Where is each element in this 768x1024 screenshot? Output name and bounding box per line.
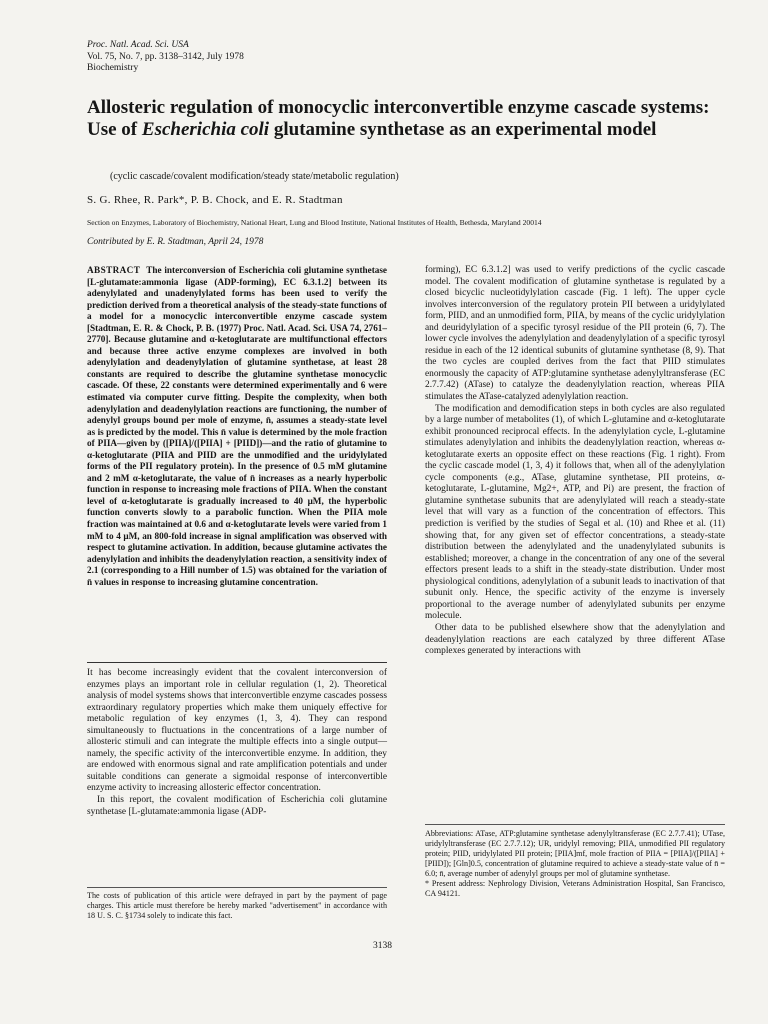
contributed-by: Contributed by E. R. Stadtman, April 24, 1978: [87, 237, 264, 247]
intro-paragraph-2: In this report, the covalent modification of Escherichia coli glutamine synthetase [L-glutamate:ammonia ligase (ADP-: [87, 795, 387, 817]
journal-volume: Vol. 75, No. 7, pp. 3138–3142, July 1978: [87, 51, 244, 62]
abstract-text: The interconversion of Escherichia coli glutamine synthetase [L-glutamate:ammonia ligase (ADP-forming), EC 6.3.1.2] between its adenylylated and unadenylylated forms has been used to verify the prediction derived from a theoretical analysis of the steady-state functions of a model for a monocyclic interconvertible enzyme cascade system [Stadtman, E. R. & Chock, P. B. (1977) Proc. Natl. Acad. Sci. USA 74, 2761–2770]. Because glutamine and α-ketoglutarate are multifunctional effectors and because three active enzyme complexes are involved in both adenylylation and deadenylylation of glutamine synthetase, at least 28 constants are required to describe the glutamine synthetase monocyclic cascade. Of these, 22 constants were determined experimentally and 6 were estimated via computer curve fitting. Despite the complexity, when both adenylylation and deadenylylation reactions are functioning, the number of adenylyl groups bound per mole of enzyme, n̄, assumes a steady-state level as is predicted by the model. This n̄ value is determined by the mole fraction of PIIA—given by ([PIIA]/([PIIA] + [PIID])—and the ratio of glutamine to α-ketoglutarate (PIIA and PIID are the unmodified and the uridylylated forms of the PII regulatory protein). In the presence of 0.5 mM glutamine and 2 mM α-ketoglutarate, the value of n̄ increases as a nearly hyperbolic function in response to increasing mole fractions of PIIA. When the constant level of α-ketoglutarate is gradually increased to 40 μM, the hyperbolic function converts slowly to a parabolic function. When the PIIA mole fraction was maintained at 0.6 and α-ketoglutarate levels were varied from 1 mM to 4 μM, an 800-fold increase in signal amplification was observed with respect to glutamine activation. In addition, because glutamine activates the adenylylation and inhibits the deadenylylation reaction, a sensitivity index of 2.1 (corresponding to a Hill number of 1.5) was obtained for the variation of n̄ values in response to increasing glutamine concentration.: [87, 265, 387, 587]
title-part-1: Allosteric regulation of monocyclic interconvertible enzyme cascade systems: Use of: [87, 97, 710, 140]
paper-title: [87, 97, 727, 141]
publication-cost-note: The costs of publication of this article were defrayed in part by the payment of page charges. This article must therefore be hereby marked "advertisement" in accordance with 18 U. S. C. §1734 solely to indicate this fact.: [87, 891, 387, 920]
footnote-divider-right: [425, 824, 725, 825]
right-paragraph-1: forming), EC 6.3.1.2] was used to verify predictions of the cyclic cascade model. The covalent modification of glutamine synthetase is regulated by a closed bicyclic nucleotidylylation cascade (Fig. 1 left). The upper cycle involves interconversion of the regulatory protein PII between a uridylylated form, PIID, and an unmodified form, PIIA, by means of the cyclic uridylylation and deuridylylation of a specific tyrosyl residue of the PII protein (6, 7). The lower cycle involves the adenylylation and deadenylylation of a specific tyrosyl residue in each of the 12 identical subunits of glutamine synthetase (8, 9). That the two cycles are coupled derives from the fact that PIID stimulates enormously the capacity of ATP:glutamine synthetase adenylyltransferase (EC 2.7.7.42) (ATase) to catalyze the deadenylylation reaction, whereas PIIA stimulates the ATase-catalyzed adenylylation reaction.: [425, 265, 725, 403]
title-italic-organism: Escherichia coli: [141, 119, 270, 140]
abstract: [87, 265, 387, 588]
journal-name: Proc. Natl. Acad. Sci. USA: [87, 40, 189, 50]
right-paragraph-2: The modification and demodification steps in both cycles are also regulated by a large number of metabolites (1), of which L-glutamine and α-ketoglutarate exhibit pronounced reciprocal effects. In the adenylylation cycle, L-glutamine stimulates adenylylation and inhibits the deadenylylation reaction, whereas α-ketoglutarate exerts an opposite effect on these reactions (Fig. 1 right). From the cyclic cascade model (1, 3, 4) it follows that, when all of the adenylylation cycle components (e.g., ATase, glutamine synthetase, PII proteins, α-ketoglutarate, L-glutamine, Mg2+, ATP, and Pi) are present, the fraction of glutamine synthetase subunits that are adenylylated will reach a steady-state level that will vary as a function of the concentration of effectors. This prediction is verified by the studies of Segal et al. (10) and Rhee et al. (11) showing that, for any given set of effector concentrations, a steady-state distribution between the adenylylated and the unadenylylated subunits is established; moreover, a change in the concentration of any one of the several effectors present leads to a shift in the steady-state distribution. Under most physiological conditions, adenylylation of a subunit leads to inactivation of that subunit only. Hence, the specific activity of the enzyme is inversely proportional to the average number of adenylylated subunits per enzyme molecule.: [425, 403, 725, 622]
affiliation: Section on Enzymes, Laboratory of Biochemistry, National Heart, Lung and Blood Institute, National Institutes of Health, Bethesda, Maryland 20014: [87, 218, 542, 227]
footnotes: [425, 829, 725, 899]
title-part-2: glutamine synthetase as an experimental model: [269, 119, 657, 140]
abstract-divider: [87, 662, 387, 663]
author-list: S. G. Rhee, R. Park*, P. B. Chock, and E. R. Stadtman: [87, 194, 343, 206]
footnote-divider-left: [87, 887, 387, 888]
journal-header: [87, 40, 244, 75]
right-column-body: [425, 265, 725, 658]
intro-paragraph-1: It has become increasingly evident that the covalent interconversion of enzymes plays an important role in cellular regulation (1, 2). Theoretical analysis of model systems shows that interconvertible enzyme cascades possess extraordinary regulatory properties which make them uniquely effective for metabolic regulation of key enzymes (1, 3, 4). They can respond simultaneously to fluctuations in the concentrations of a large number of allosteric stimuli and can integrate the multiple effects into a single output—namely, the specific activity of the interconvertible enzyme. In addition, they are endowed with enormous signal and rate amplification potentials and under suitable conditions can generate a sigmoidal response of interconvertible enzyme activity to increasing allosteric effector concentration.: [87, 668, 387, 794]
abbreviations-footnote: Abbreviations: ATase, ATP:glutamine synthetase adenylyltransferase (EC 2.7.7.41); UTase, uridylyltransferase (EC 2.7.7.12); UR, uridylyl removing; PIIA, unmodified PII regulatory protein; PIID, uridylylated PII protein; [PIIA]mf, mole fraction of PIIA = [PIIA]/([PIIA] + [PIID]); [Gln]0.5, concentration of glutamine required to achieve a steady-state value of n̄ = 6.0; n̄, average number of adenylyl groups per mol of glutamine synthetase.: [425, 829, 725, 878]
abstract-label: ABSTRACT: [87, 265, 141, 275]
present-address-footnote: * Present address: Nephrology Division, Veterans Administration Hospital, San Francisco, CA 94121.: [425, 879, 725, 898]
journal-section: Biochemistry: [87, 63, 139, 73]
introduction: [87, 668, 387, 818]
page-number: 3138: [373, 941, 392, 951]
right-paragraph-3: Other data to be published elsewhere show that the adenylylation and deadenylylation reactions are each catalyzed by three different ATase complexes generated by interactions with: [425, 622, 725, 657]
keywords: (cyclic cascade/covalent modification/steady state/metabolic regulation): [110, 171, 399, 182]
